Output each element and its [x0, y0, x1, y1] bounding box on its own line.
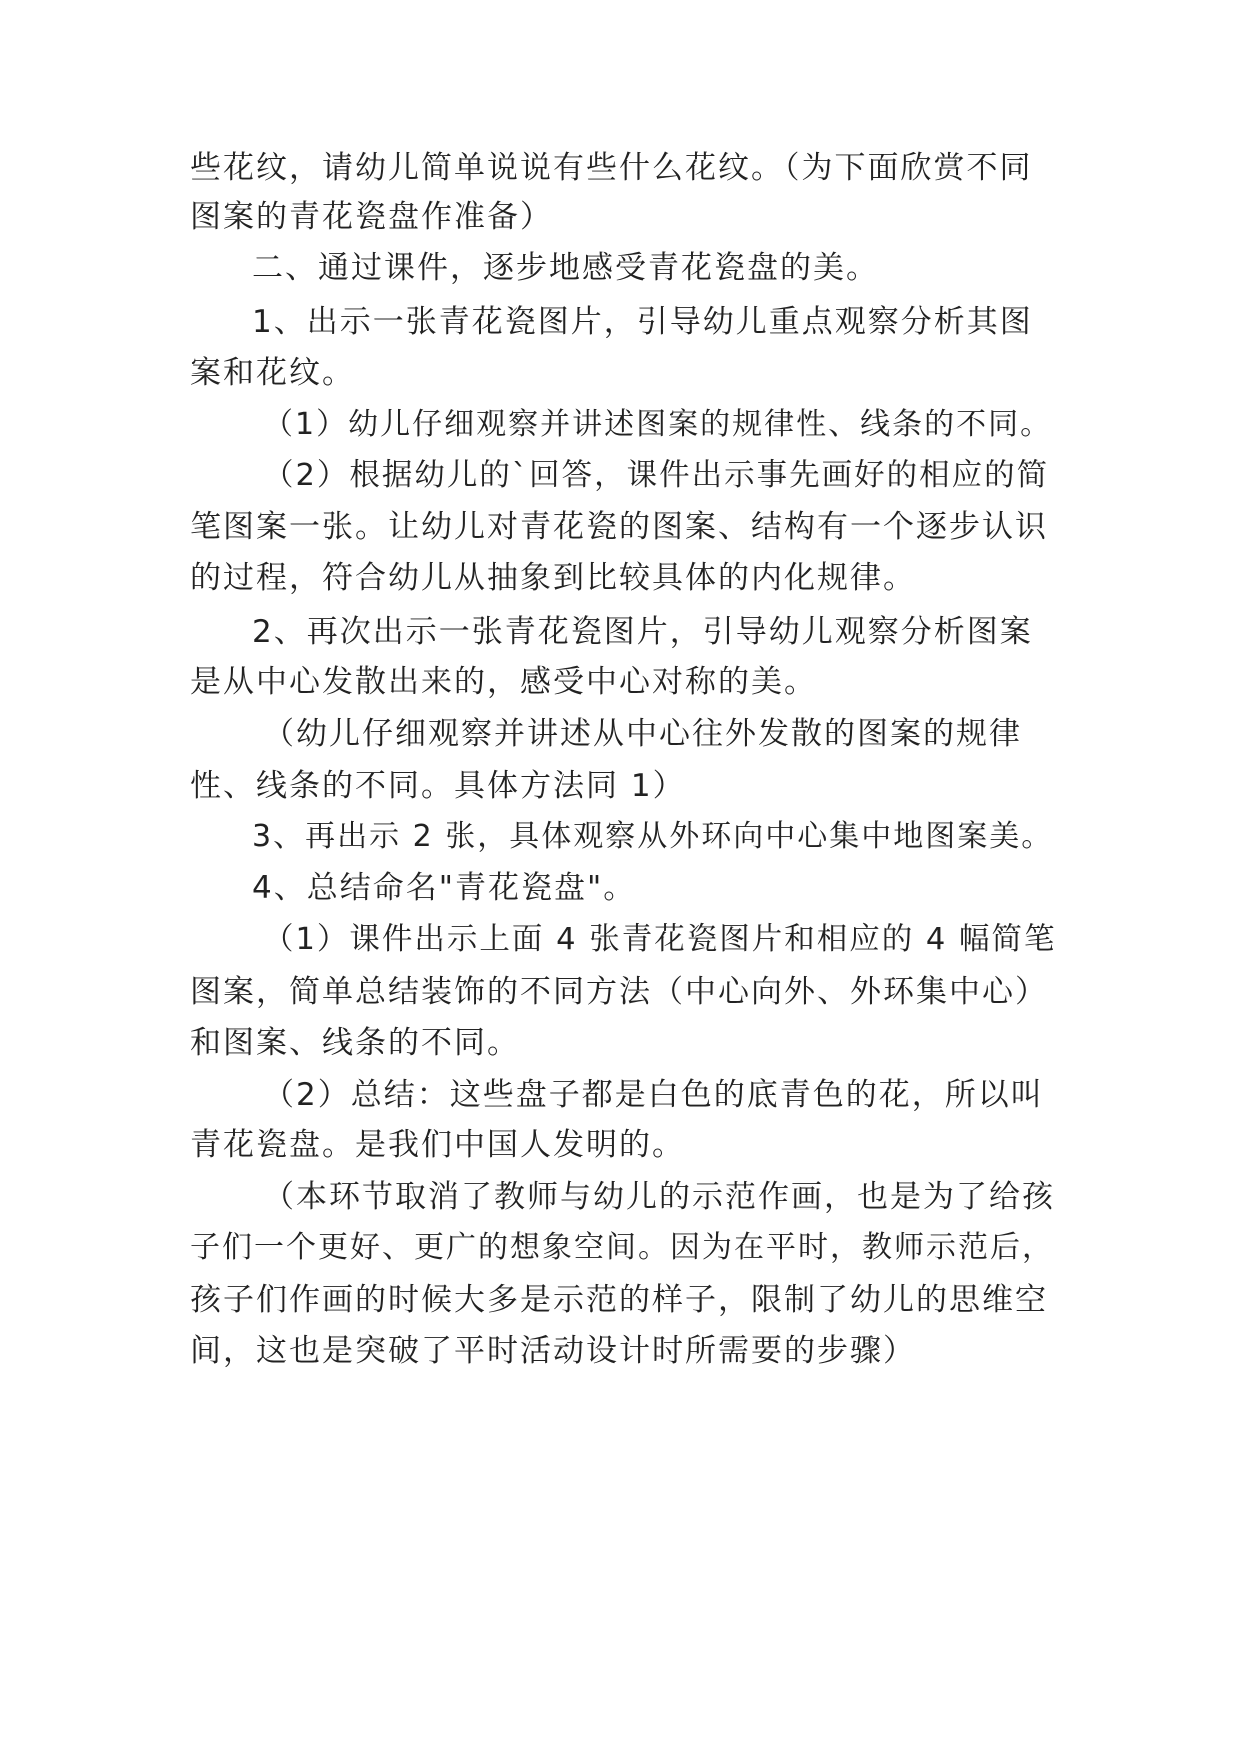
text-line: 些花纹，请幼儿简单说说有些什么花纹。（为下面欣赏不同 — [190, 150, 1033, 186]
text-line: 图案的青花瓷盘作准备） — [190, 199, 553, 235]
text-line: 和图案、线条的不同。 — [190, 1025, 520, 1061]
text-line: 案和花纹。 — [190, 355, 355, 391]
text-line: 图案，简单总结装饰的不同方法（中心向外、外环集中心） — [190, 974, 1048, 1010]
text-line: （1）幼儿仔细观察并讲述图案的规律性、线条的不同。 — [263, 407, 1053, 442]
text-line: 3、再出示 2 张，具体观察从外环向中心集中地图案美。 — [252, 819, 1054, 854]
text-line: 2、再次出示一张青花瓷图片，引导幼儿观察分析图案 — [252, 614, 1033, 650]
text-line: （幼儿仔细观察并讲述从中心往外发散的图案的规律 — [263, 716, 1022, 752]
text-line: 是从中心发散出来的，感受中心对称的美。 — [190, 664, 817, 700]
text-line: 性、线条的不同。具体方法同 1） — [190, 768, 686, 804]
text-line: （2）根据幼儿的`回答，课件出示事先画好的相应的简 — [263, 458, 1050, 493]
text-line: 4、总结命名"青花瓷盘"。 — [252, 870, 637, 906]
text-line: （本环节取消了教师与幼儿的示范作画，也是为了给孩 — [263, 1179, 1055, 1215]
text-line: 1、出示一张青花瓷图片，引导幼儿重点观察分析其图 — [252, 304, 1033, 340]
text-line: 笔图案一张。让幼儿对青花瓷的图案、结构有一个逐步认识 — [190, 509, 1048, 545]
text-line: （2）总结：这些盘子都是白色的底青色的花，所以叫 — [263, 1077, 1044, 1113]
text-line: 的过程，符合幼儿从抽象到比较具体的内化规律。 — [190, 560, 916, 596]
text-line: 孩子们作画的时候大多是示范的样子，限制了幼儿的思维空 — [190, 1282, 1048, 1318]
text-line: 青花瓷盘。是我们中国人发明的。 — [190, 1127, 685, 1163]
text-line: 二、通过课件，逐步地感受青花瓷盘的美。 — [252, 250, 879, 286]
text-line: 间，这也是突破了平时活动设计时所需要的步骤） — [190, 1333, 916, 1369]
text-line: 子们一个更好、更广的想象空间。因为在平时，教师示范后， — [190, 1230, 1054, 1265]
text-line: （1）课件出示上面 4 张青花瓷图片和相应的 4 幅简笔 — [263, 922, 1057, 957]
